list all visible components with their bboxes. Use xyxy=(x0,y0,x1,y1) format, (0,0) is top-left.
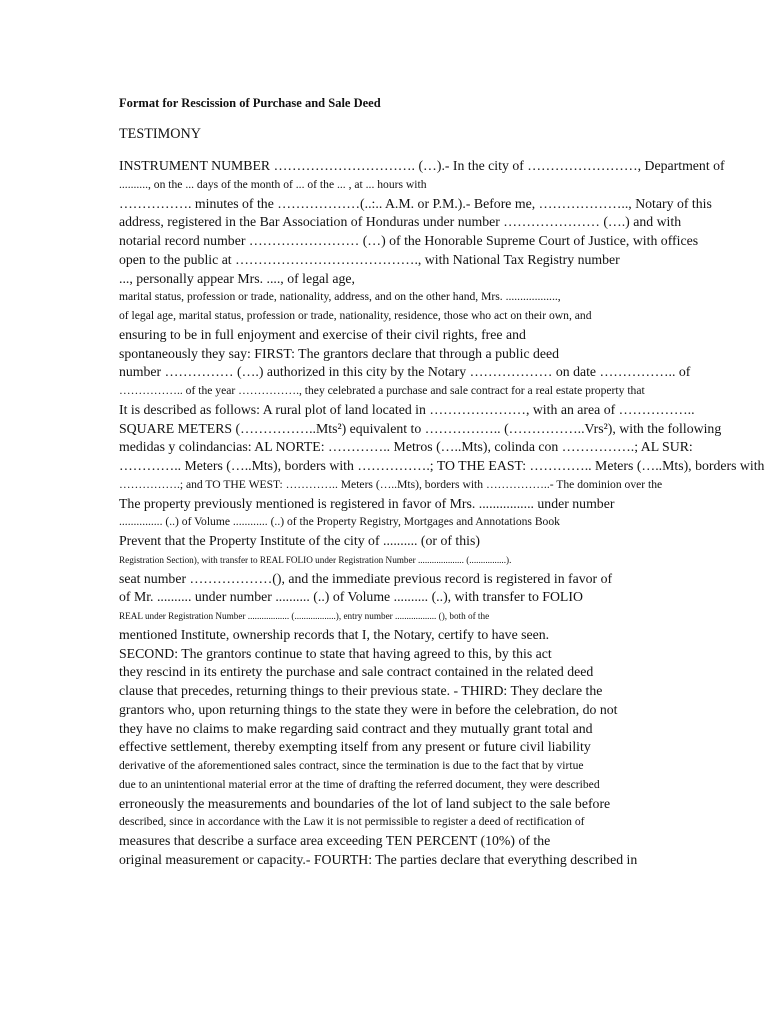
body-line: described, since in accordance with the Law it is not permissible to register a deed of rectification of xyxy=(119,815,585,829)
body-line: SECOND: The grantors continue to state that having agreed to this, by this act xyxy=(119,645,552,661)
body-line: of legal age, marital status, profession or trade, nationality, residence, those who act on their own, and xyxy=(119,309,592,322)
body-line: original measurement or capacity.- FOURTH: The parties declare that everything described in xyxy=(119,851,638,867)
body-line: open to the public at …………………………………., with National Tax Registry number xyxy=(119,251,620,267)
body-line: ………….. Meters (…..Mts), borders with …………….; TO THE EAST: ………….. Meters (…..Mts), borders with xyxy=(119,458,765,473)
body-line: It is described as follows: A rural plot of land located in …………………, with an area of …………….. xyxy=(119,401,695,417)
body-line: due to an unintentional material error at the time of drafting the referred document, they were described xyxy=(119,777,600,791)
body-line: address, registered in the Bar Association of Honduras under number ………………… (….) and with xyxy=(119,214,682,230)
body-line: ……………. minutes of the ………………(..:.. A.M. or P.M.).- Before me, ……………….., Notary of this xyxy=(119,195,712,211)
body-line: INSTRUMENT NUMBER …………………………. (…).- In the city of ……………………, Department of xyxy=(119,158,725,173)
body-line: SQUARE METERS (……………..Mts²) equivalent to …………….. (……………..Vrs²), with the following xyxy=(119,420,722,436)
document-title: Format for Rescission of Purchase and Sale Deed xyxy=(119,96,381,110)
body-line: notarial record number …………………… (…) of the Honorable Supreme Court of Justice, with offices xyxy=(119,233,699,248)
body-line: spontaneously they say: FIRST: The grantors declare that through a public deed xyxy=(119,345,560,361)
body-line: The property previously mentioned is registered in favor of Mrs. ................ under number xyxy=(119,495,615,511)
body-line: ensuring to be in full enjoyment and exercise of their civil rights, free and xyxy=(119,326,526,342)
body-line: they have no claims to make regarding said contract and they mutually grant total and xyxy=(119,720,593,736)
body-line: derivative of the aforementioned sales contract, since the termination is due to the fact that by virtue xyxy=(119,759,584,772)
body-line: …………….; and TO THE WEST: ………….. Meters (…..Mts), borders with ……………..- The dominion over the xyxy=(119,477,663,491)
body-line: of Mr. .......... under number .......... (..) of Volume .......... (..), with transfer to FOLIO xyxy=(119,589,583,605)
body-line: medidas y colindancias: AL NORTE: ………….. Metros (…..Mts), colinda con …………….; AL SUR: xyxy=(119,439,693,455)
body-line: they rescind in its entirety the purchase and sale contract contained in the related deed xyxy=(119,664,594,680)
body-line: grantors who, upon returning things to the state they were in before the celebration, do not xyxy=(119,701,618,717)
body-line: marital status, profession or trade, nationality, address, and on the other hand, Mrs. .................., xyxy=(119,290,561,304)
body-line: Registration Section), with transfer to REAL FOLIO under Registration Number .................... (................). xyxy=(119,554,512,565)
body-line: number …………… (….) authorized in this city by the Notary ……………… on date …………….. of xyxy=(119,364,691,380)
body-line: …………….. of the year ……………., they celebrated a purchase and sale contract for a real estate property that xyxy=(119,384,645,397)
body-line: seat number ………………(), and the immediate previous record is registered in favor of xyxy=(119,570,613,586)
body-line: mentioned Institute, ownership records that I, the Notary, certify to have seen. xyxy=(119,626,550,642)
body-line: REAL under Registration Number .................. (..................), entry number .................. (), both of the xyxy=(119,611,490,621)
body-line: .........., on the ... days of the month of ... of the ... , at ... hours with xyxy=(119,177,427,191)
body-line: Prevent that the Property Institute of the city of .......... (or of this) xyxy=(119,533,480,548)
body-line: ..., personally appear Mrs. ...., of legal age, xyxy=(119,270,356,286)
body-line: measures that describe a surface area exceeding TEN PERCENT (10%) of the xyxy=(119,833,551,848)
body-line: effective settlement, thereby exempting itself from any present or future civil liability xyxy=(119,739,591,755)
body-line: ............... (..) of Volume ............ (..) of the Property Registry, Mortgages and Annotations Book xyxy=(119,515,560,529)
document-body xyxy=(119,157,765,870)
document-heading: TESTIMONY xyxy=(119,126,201,142)
body-line: clause that precedes, returning things to their previous state. - THIRD: They declare the xyxy=(119,683,603,698)
body-line: erroneously the measurements and boundaries of the lot of land subject to the sale before xyxy=(119,795,611,811)
